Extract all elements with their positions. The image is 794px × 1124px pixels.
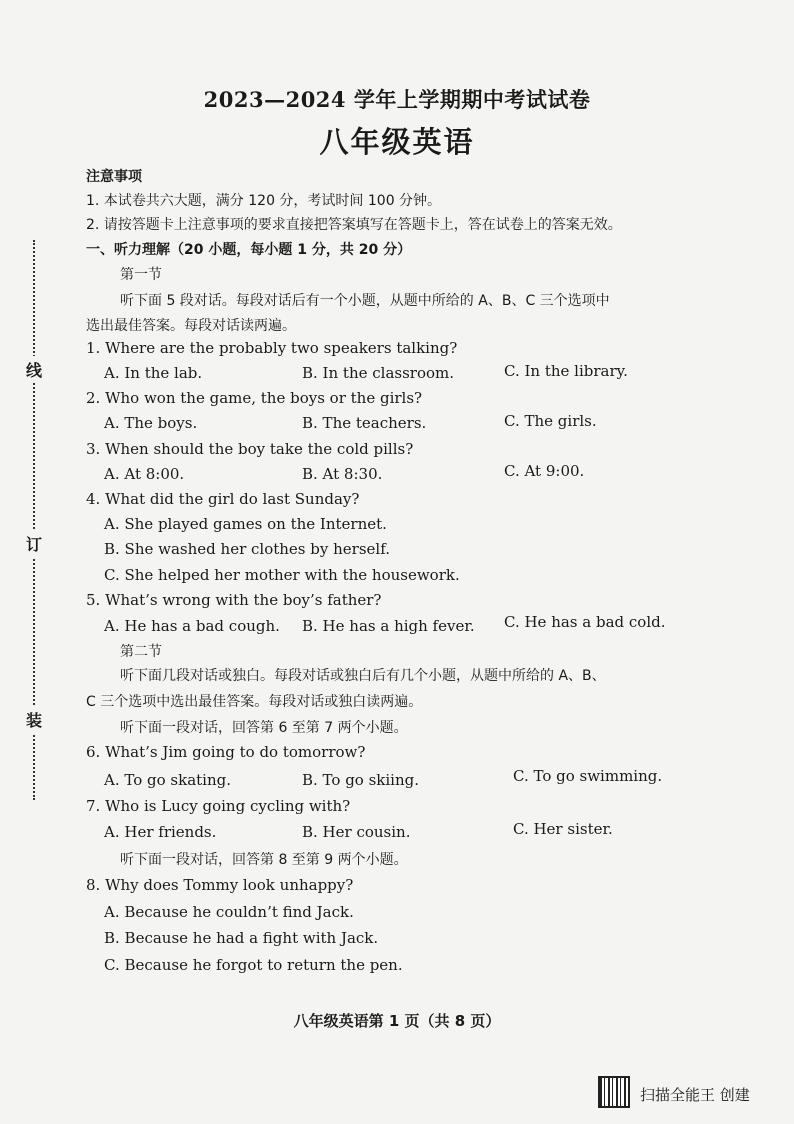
section-heading: 一、听力理解（20 小题，每小题 1 分，共 20 分） [86, 242, 412, 258]
page-footer: 八年级英语第 1 页（共 8 页） [293, 1012, 501, 1030]
question-4-option-b: B. She washed her clothes by herself. [104, 540, 390, 558]
question-5: 5. What’s wrong with the boy’s father? [86, 591, 382, 609]
part1-instruction-1: 听下面 5 段对话。每段对话后有一个小题，从题中所给的 A、B、C 三个选项中 [120, 293, 610, 309]
question-3-option-b: B. At 8:30. [302, 465, 383, 483]
part1-instruction-2: 选出最佳答案。每段对话读两遍。 [86, 318, 296, 334]
part2-instruction-1: 听下面几段对话或独白。每段对话或独白后有几个小题，从题中所给的 A、B、 [120, 668, 606, 684]
question-1-option-a: A. In the lab. [104, 364, 203, 382]
question-1-option-b: B. In the classroom. [302, 364, 455, 382]
scanner-watermark: 扫描全能王 创建 [640, 1086, 750, 1104]
question-8-option-c: C. Because he forgot to return the pen. [104, 956, 403, 974]
question-6-option-c: C. To go swimming. [513, 767, 663, 785]
question-7-option-b: B. Her cousin. [302, 823, 411, 841]
question-8-option-a: A. Because he couldn’t find Jack. [104, 903, 354, 921]
question-5-option-c: C. He has a bad cold. [504, 613, 666, 631]
question-8-option-b: B. Because he had a fight with Jack. [104, 929, 379, 947]
question-5-option-a: A. He has a bad cough. [104, 617, 280, 635]
question-3-option-a: A. At 8:00. [104, 465, 185, 483]
question-2-option-a: A. The boys. [104, 414, 198, 432]
question-4-option-c: C. She helped her mother with the housework. [104, 566, 460, 584]
part2-instruction-2: C 三个选项中选出最佳答案。每段对话或独白读两遍。 [86, 694, 423, 710]
dialog-instruction-8-9: 听下面一段对话，回答第 8 至第 9 两个小题。 [120, 852, 408, 868]
question-6: 6. What’s Jim going to do tomorrow? [86, 743, 366, 761]
notes-item-2: 2. 请按答题卡上注意事项的要求直接把答案填写在答题卡上，答在试卷上的答案无效。 [86, 217, 622, 233]
question-8: 8. Why does Tommy look unhappy? [86, 876, 354, 894]
exam-year-title: 2023—2024 学年上学期期中考试试卷 [203, 87, 591, 112]
binding-mark-line: 线 [24, 356, 44, 383]
part2-label: 第二节 [120, 644, 162, 660]
part1-label: 第一节 [120, 267, 162, 283]
notes-item-1: 1. 本试卷共六大题，满分 120 分，考试时间 100 分钟。 [86, 193, 442, 209]
question-2-option-b: B. The teachers. [302, 414, 427, 432]
question-7-option-c: C. Her sister. [513, 820, 613, 838]
qr-code-icon [598, 1076, 630, 1108]
question-1-option-c: C. In the library. [504, 362, 628, 380]
question-2-option-c: C. The girls. [504, 412, 597, 430]
question-5-option-b: B. He has a high fever. [302, 617, 475, 635]
binding-mark-order: 订 [24, 530, 44, 557]
question-7-option-a: A. Her friends. [104, 823, 217, 841]
question-4-option-a: A. She played games on the Internet. [104, 515, 387, 533]
question-4: 4. What did the girl do last Sunday? [86, 490, 360, 508]
exam-subject-title: 八年级英语 [319, 125, 475, 159]
binding-mark-bind: 装 [24, 706, 44, 733]
dialog-instruction-6-7: 听下面一段对话，回答第 6 至第 7 两个小题。 [120, 720, 408, 736]
question-3: 3. When should the boy take the cold pills? [86, 440, 414, 458]
question-6-option-b: B. To go skiing. [302, 771, 420, 789]
question-6-option-a: A. To go skating. [104, 771, 231, 789]
question-3-option-c: C. At 9:00. [504, 462, 585, 480]
question-1: 1. Where are the probably two speakers talking? [86, 339, 458, 357]
question-7: 7. Who is Lucy going cycling with? [86, 797, 351, 815]
notes-heading: 注意事项 [86, 169, 142, 185]
question-2: 2. Who won the game, the boys or the girls? [86, 389, 423, 407]
